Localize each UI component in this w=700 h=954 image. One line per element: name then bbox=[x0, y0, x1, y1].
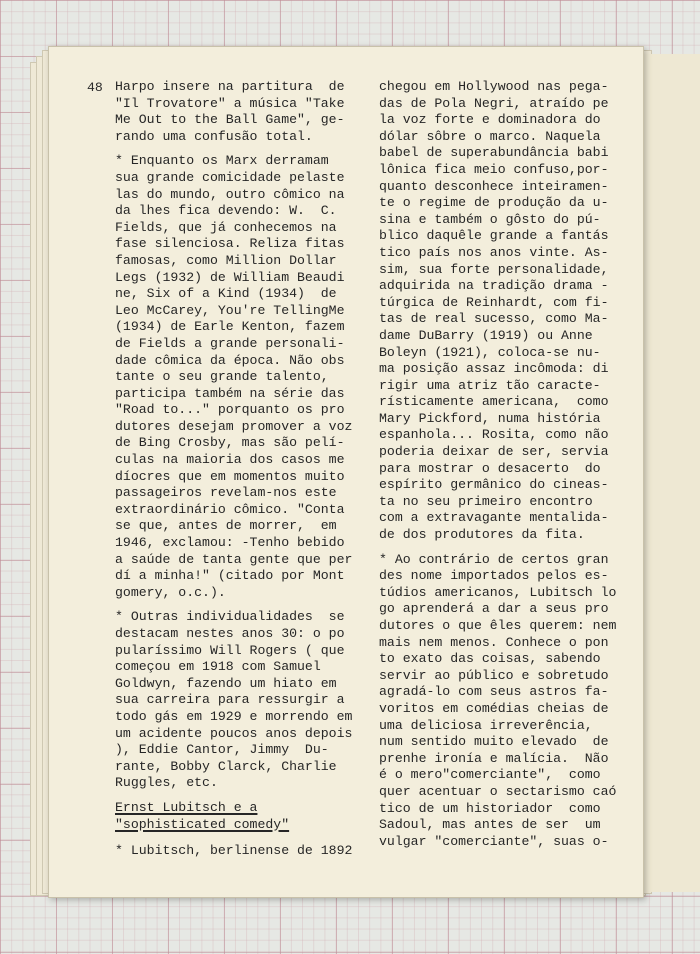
typewritten-page bbox=[48, 46, 644, 898]
paragraph: Harpo insere na partitura de "Il Trovatore" a música "Take Me Out to the Ball Game", ge- rando uma confusão total. bbox=[115, 79, 345, 144]
left-column bbox=[115, 79, 390, 868]
paragraph: * Enquanto os Marx derramam sua grande comicidade pelaste las do mundo, outro cômico na da lhes fica devendo: W. C. Fields, que já conhecemos na fase silenciosa. Reliza fitas famosas, como Million Dollar Legs (1932) de William Beaudi ne, Six of a Kind (1934) de Leo McCarey, You're TellingMe (1934) de Earle Kenton, fazem de Fields a grande personali- dade cômica da época. Não obs tante o seu grande talento, participa também na série das "Road to..." porquanto os pro dutores desejam promover a voz de Bing Crosby, mas são pelí- culas na maioria dos casos me díocres que em momentos muito passageiros revelam-nos este extraordinário cômico. "Conta se que, antes de morrer, em 1946, exclamou: -Tenho bebido a saúde de tanta gente que per dí a minha!" (citado por Mont gomery, o.c.). bbox=[115, 153, 353, 600]
section-heading: Ernst Lubitsch e a "sophisticated comedy" bbox=[115, 799, 290, 832]
paragraph: * Outras individualidades se destacam nestes anos 30: o po pularíssimo Will Rogers ( que começou em 1918 com Samuel Goldwyn, fazendo um hiato em sua carreira para ressurgir a todo gás em 1929 e morrendo em um acidente poucos anos depois ), Eddie Cantor, Jimmy Du- rante, Bobby Clarck, Charlie Ruggles, etc. bbox=[115, 609, 353, 791]
paragraph: chegou em Hollywood nas pega- das de Pola Negri, atraído pe la voz forte e dominadora do dólar sôbre o marco. Naquela babel de superabundância babi lônica fica meio confuso,por- quanto desconhece inteiramen- te o regime de produção da u- sina e também o gôsto do pú- blico daquêle grande a fantás tico país nos anos vinte. As- sim, sua forte personalidade, adquirida na tradição drama - túrgica de Reinhardt, com fi- tas de real sucesso, como Ma- dame DuBarry (1919) ou Anne Boleyn (1921), coloca-se nu- ma posição assaz incômoda: di rigir uma atriz tão caracte- rísticamente americana, como Mary Pickford, numa história espanhola... Rosita, como não poderia deixar de ser, servia para mostrar o desacerto do espírito germânico do cineas- ta no seu primeiro encontro com a extravagante mentalida- de dos produtores da fita. bbox=[379, 79, 609, 543]
page-number: 48 bbox=[87, 80, 103, 95]
paragraph: * Lubitsch, berlinense de 1892 bbox=[115, 843, 353, 859]
paragraph: * Ao contrário de certos gran des nome importados pelos es- túdios americanos, Lubitsch lo go aprenderá a dar a seus pro dutores o que êles querem: nem mais nem menos. Conhece o pon to exato das coisas, sabendo servir ao público e sobretudo agradá-lo com seus astros fa- voritos em comédias cheias de uma deliciosa irreverência, num sentido muito elevado de prenhe ironía e malícia. Não é o mero"comerciante", como quer acentuar o sectarismo caó tico de um historiador como Sadoul, mas antes de ser um vulgar "comerciante", suas o- bbox=[379, 551, 617, 849]
right-column bbox=[379, 79, 654, 858]
